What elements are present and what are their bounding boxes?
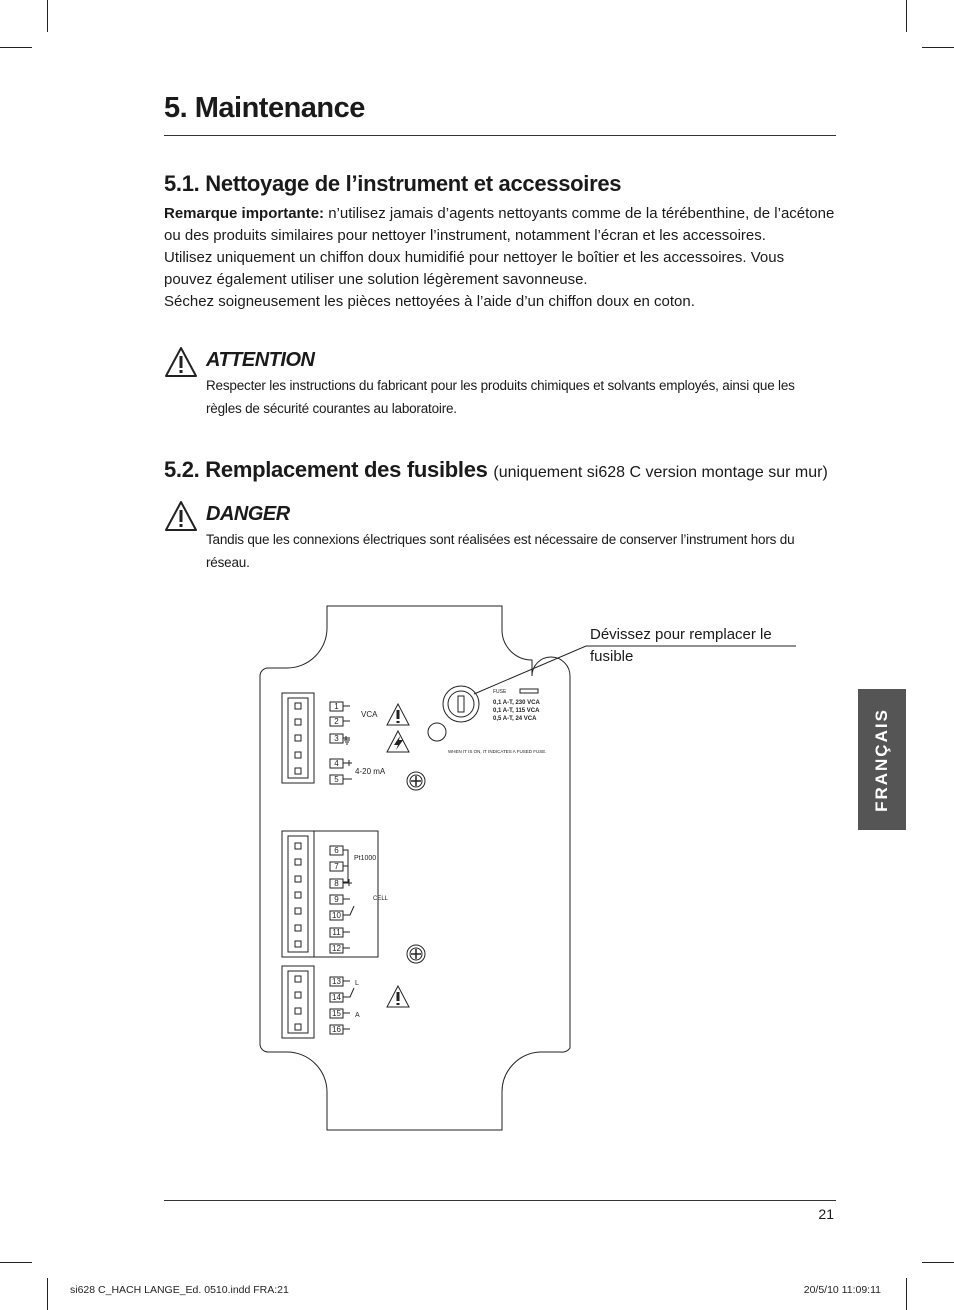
terminal-3: 3 [334, 734, 339, 743]
fuse-label: FUSE [493, 689, 507, 695]
terminal-1: 1 [334, 702, 339, 711]
remark-paragraph [164, 203, 836, 247]
ma-label: 4-20 mA [355, 767, 386, 776]
title-rule [164, 135, 836, 136]
language-tab [858, 689, 906, 830]
attention-text: Respecter les instructions du fabricant pour les produits chimiques et solvants employés, ainsi que les règles de sécurité courantes au laboratoire. [206, 378, 795, 416]
relay-l-label: L [355, 980, 359, 987]
remark-label: Remarque importante: [164, 205, 325, 222]
language-tab-label: FRANÇAIS [872, 707, 891, 812]
terminal-4: 4 [334, 759, 339, 768]
fuse-note: WHEN IT IS ON, IT INDICATES A FUSED FUSE. [448, 749, 547, 754]
cleaning-body [164, 203, 836, 313]
warning-triangle-icon [164, 346, 198, 378]
crop-mark [47, 1278, 48, 1310]
terminal-11: 11 [332, 928, 341, 937]
danger-text: Tandis que les connexions électriques sont réalisées est nécessaire de conserver l’instrument hors du réseau. [206, 532, 795, 570]
section-title-fuses [164, 457, 828, 483]
crop-mark [906, 0, 907, 32]
relay-a-label: A [355, 1012, 360, 1019]
terminal-12: 12 [332, 944, 341, 953]
cleaning-paragraph-2: Utilisez uniquement un chiffon doux humidifié pour nettoyer le boîtier et les accessoires. Vous pouvez également utiliser une solution légèrement savonneuse. [164, 249, 785, 288]
vca-label: VCA [361, 710, 378, 719]
remark-text: n’utilisez jamais d’agents nettoyants comme de la térébenthine, de l’acétone ou des produits similaires pour nettoyer l’instrument, notamment l’écran et les accessoires. [164, 205, 835, 244]
section-title-cleaning: 5.1. Nettoyage de l’instrument et accessoires [164, 171, 622, 196]
terminal-10: 10 [332, 911, 341, 920]
terminal-9: 9 [334, 895, 339, 904]
terminal-14: 14 [332, 993, 341, 1002]
terminal-15: 15 [332, 1009, 341, 1018]
warning-triangle-icon [164, 500, 198, 532]
crop-mark [906, 1278, 907, 1310]
page-number: 21 [818, 1206, 834, 1222]
cleaning-paragraph-3: Séchez soigneusement les pièces nettoyées à l’aide d’un chiffon doux en coton. [164, 293, 695, 310]
fuses-title: 5.2. Remplacement des fusibles [164, 457, 488, 482]
attention-title: ATTENTION [206, 349, 315, 371]
crop-mark [922, 47, 954, 48]
pt1000-label: Pt1000 [354, 855, 377, 862]
terminal-5: 5 [334, 775, 339, 784]
crop-mark [0, 1262, 32, 1263]
crop-mark [0, 47, 32, 48]
terminal-13: 13 [332, 977, 341, 986]
cell-label: CELL [373, 896, 389, 902]
terminal-8: 8 [334, 879, 339, 888]
terminal-2: 2 [334, 717, 339, 726]
terminal-7: 7 [334, 862, 339, 871]
fuse-line-1: 0,1 A-T, 230 VCA [493, 700, 540, 706]
fuse-line-3: 0,5 A-T, 24 VCA [493, 716, 537, 722]
crop-mark [47, 0, 48, 32]
file-slug: si628 C_HACH LANGE_Ed. 0510.indd FRA:21 [70, 1284, 289, 1296]
terminal-16: 16 [332, 1025, 341, 1034]
print-timestamp: 20/5/10 11:09:11 [803, 1284, 881, 1296]
fuse-line-2: 0,1 A-T, 115 VCA [493, 708, 540, 714]
terminal-6: 6 [334, 846, 339, 855]
footer-rule [164, 1200, 836, 1201]
page-title: 5. Maintenance [164, 92, 365, 124]
fuse-wiring-diagram [250, 600, 810, 1140]
crop-mark [922, 1262, 954, 1263]
fuses-subtitle: (uniquement si628 C version montage sur mur) [493, 464, 828, 481]
danger-title: DANGER [206, 503, 290, 525]
fuse-callout: Dévissez pour remplacer le fusible [590, 626, 772, 665]
